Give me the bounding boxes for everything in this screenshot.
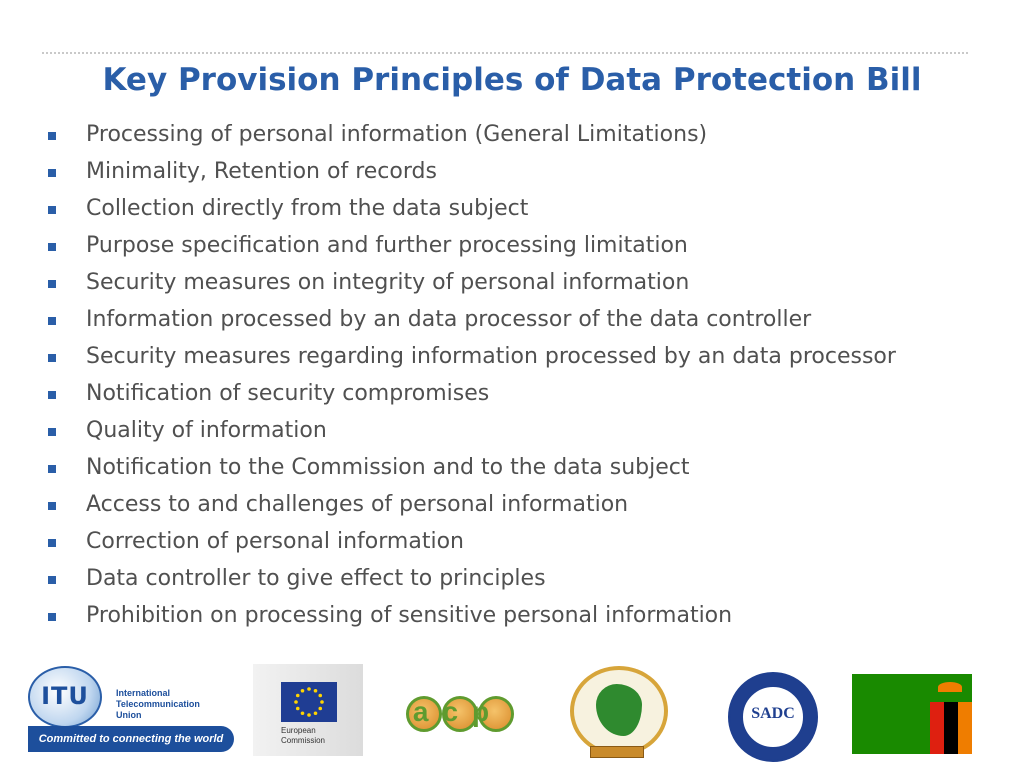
itu-mark: ITU [41,682,89,710]
bullet-text: Quality of information [86,418,327,443]
eu-star-icon [320,700,324,704]
bullet-text: Collection directly from the data subject [86,196,529,221]
bullet-text: Prohibition on processing of sensitive personal information [86,603,733,628]
bullet-square-icon [48,317,56,325]
eu-star-icon [318,707,322,711]
eu-star-icon [296,707,300,711]
flag-stripes [930,702,972,754]
flag-stripe-orange [958,702,972,754]
bullet-text: Data controller to give effect to principles [86,566,546,591]
bullet-text: Minimality, Retention of records [86,159,437,184]
bullet-square-icon [48,539,56,547]
eu-star-icon [307,687,311,691]
bullet-item [48,231,988,261]
africa-map-icon [596,684,642,736]
ec-label-line: European [281,726,316,735]
eu-star-icon [301,689,305,693]
european-commission-logo [253,664,363,756]
au-ring [570,666,668,756]
bullet-square-icon [48,354,56,362]
bullet-square-icon [48,243,56,251]
itu-motto: Committed to connecting the world [28,726,234,752]
bullet-square-icon [48,391,56,399]
itu-org-line: Telecommunication [116,699,200,709]
bullet-item [48,601,988,631]
bullet-text: Information processed by an data processor of the data controller [86,307,812,332]
bullet-list [48,120,988,638]
itu-org-name [116,688,200,721]
bullet-text: Notification to the Commission and to the data subject [86,455,690,480]
partner-logos [0,660,1024,768]
bullet-text: Access to and challenges of personal information [86,492,629,517]
au-base [590,746,644,758]
bullet-item [48,490,988,520]
bullet-text: Security measures on integrity of personal information [86,270,690,295]
sadc-logo [728,672,818,760]
bullet-square-icon [48,280,56,288]
bullet-square-icon [48,169,56,177]
ec-label-line: Commission [281,736,326,745]
bullet-item [48,268,988,298]
bullet-item [48,194,988,224]
bullet-square-icon [48,576,56,584]
flag-stripe-black [944,702,958,754]
bullet-item [48,416,988,446]
bullet-square-icon [48,428,56,436]
bullet-item [48,120,988,150]
flag-stripe-red [930,702,944,754]
bullet-square-icon [48,465,56,473]
itu-globe-icon [28,666,102,728]
bullet-item [48,527,988,557]
ec-label [281,726,325,746]
eu-star-icon [307,713,311,717]
acp-logo [404,674,512,748]
bullet-square-icon [48,132,56,140]
bullet-item [48,305,988,335]
zambia-flag-icon [852,674,972,754]
bullet-item [48,379,988,409]
top-divider [42,52,968,54]
bullet-text: Correction of personal information [86,529,464,554]
itu-logo [28,664,238,756]
bullet-text: Purpose specification and further processing limitation [86,233,688,258]
african-union-emblem-icon [556,666,676,758]
acp-mark: acp [412,696,504,727]
bullet-text: Security measures regarding information processed by an data processor [86,344,896,369]
eu-flag-icon [281,682,337,722]
eu-stars-icon [281,682,337,722]
eu-star-icon [314,689,318,693]
bullet-item [48,157,988,187]
bullet-square-icon [48,206,56,214]
sadc-inner [741,685,805,749]
bullet-text: Notification of security compromises [86,381,490,406]
eu-star-icon [301,711,305,715]
eu-star-icon [294,700,298,704]
bullet-square-icon [48,613,56,621]
slide-title: Key Provision Principles of Data Protection Bill [102,62,922,98]
sadc-mark: SADC [751,705,795,722]
bullet-square-icon [48,502,56,510]
bullet-item [48,342,988,372]
itu-org-line: International [116,688,171,698]
eagle-icon [938,682,962,692]
itu-org-line: Union [116,710,142,720]
bullet-item [48,453,988,483]
eu-star-icon [296,694,300,698]
eu-star-icon [314,711,318,715]
bullet-text: Processing of personal information (General Limitations) [86,122,708,147]
eu-star-icon [318,694,322,698]
bullet-item [48,564,988,594]
